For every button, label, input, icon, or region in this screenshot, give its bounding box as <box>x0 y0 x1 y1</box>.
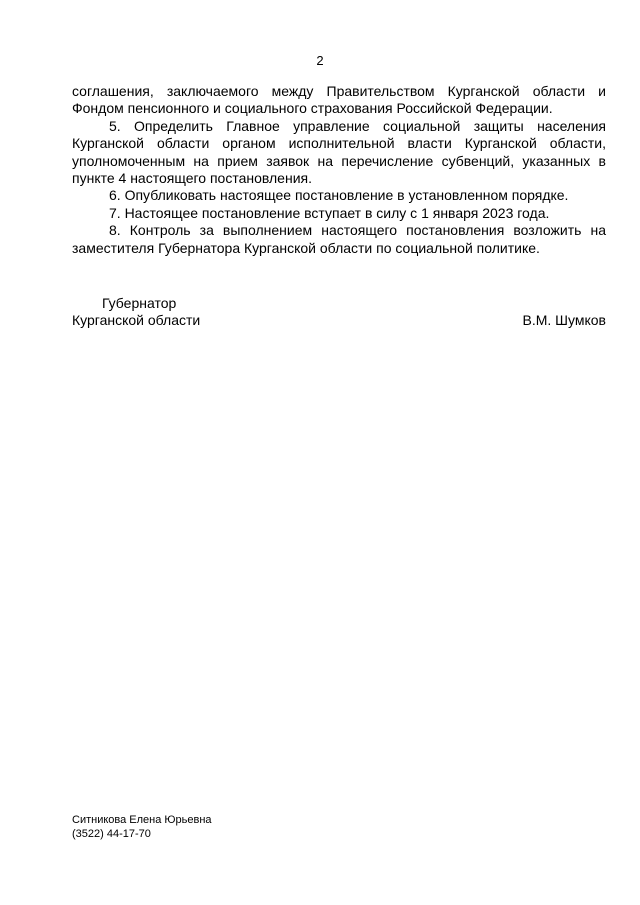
executor-phone: (3522) 44-17-70 <box>72 828 151 840</box>
paragraph-item-8: 8. Контроль за выполнением настоящего постановления возложить на заместителя Губернатора Курганской области по социальной политике. <box>72 222 606 256</box>
document-body <box>72 83 606 257</box>
executor-name: Ситникова Елена Юрьевна <box>72 814 212 826</box>
paragraph-item-6: 6. Опубликовать настоящее постановление в установленном порядке. <box>109 187 569 204</box>
signatory-name: В.М. Шумков <box>522 312 606 328</box>
page-number: 2 <box>316 53 324 68</box>
signatory-title-line1: Губернатор <box>102 295 177 311</box>
executor-footer <box>72 813 212 841</box>
paragraph-item-5: 5. Определить Главное управление социальной защиты населения Курганской области органом исполнительной власти Курганской области, уполномоченным на прием заявок на перечисление субвенций, указанных в пункте 4 настоящего постановления. <box>72 117 606 187</box>
paragraph-continuation: соглашения, заключаемого между Правительством Курганской области и Фондом пенсионного и социального страхования Российской Федерации. <box>72 83 606 117</box>
paragraph-item-7: 7. Настоящее постановление вступает в силу с 1 января 2023 года. <box>109 204 550 221</box>
signatory-position <box>72 295 200 329</box>
signatory-title-line2: Курганской области <box>72 312 201 328</box>
